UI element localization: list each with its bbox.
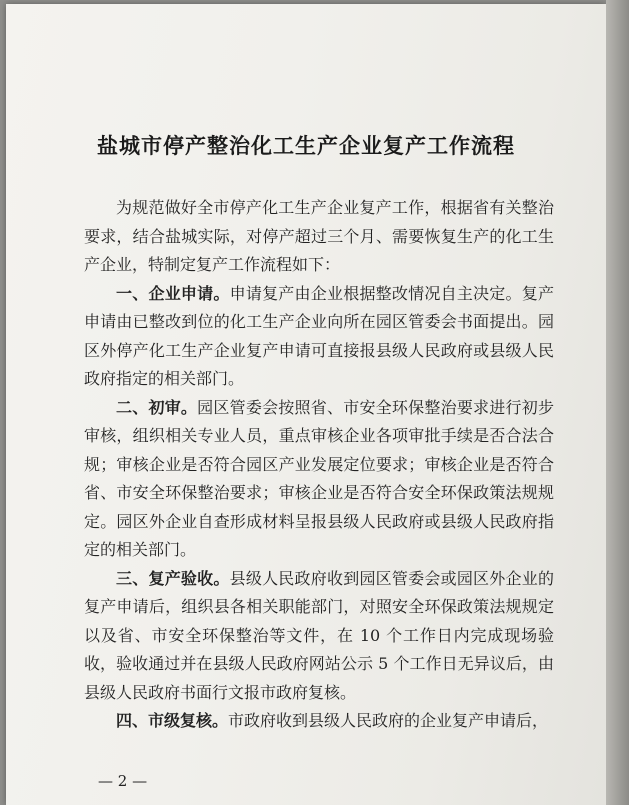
section-4-paragraph bbox=[84, 707, 554, 736]
page-number: — 2 — bbox=[98, 772, 148, 790]
section-4-text: 市政府收到县级人民政府的企业复产申请后， bbox=[228, 711, 549, 730]
section-4-heading: 四、市级复核。 bbox=[116, 711, 229, 730]
section-1-paragraph bbox=[84, 280, 554, 394]
intro-paragraph: 为规范做好全市停产化工生产企业复产工作，根据省有关整治要求，结合盐城实际，对停产超过三个月、需要恢复生产的化工生产企业，特制定复产工作流程如下： bbox=[84, 198, 554, 274]
document-title: 盐城市停产整治化工生产企业复产工作流程 bbox=[97, 133, 515, 158]
section-1-heading: 一、企业申请。 bbox=[116, 283, 230, 303]
section-2-text: 园区管委会按照省、市安全环保整治要求进行初步审核，组织相关专业人员，重点审核企业各项审批手续是否合法合规；审核企业是否符合园区产业发展定位要求；审核企业是否符合省、市安全环保整治要求；审核企业是否符合安全环保政策法规规定。园区外企业自查形成材料呈报县级人民政府或县级人民政府指定的相关部门。 bbox=[84, 397, 554, 559]
section-3-paragraph bbox=[84, 565, 554, 708]
section-3-heading: 三、复产验收。 bbox=[116, 568, 230, 588]
section-2-paragraph bbox=[84, 394, 554, 565]
page-edge-shadow bbox=[606, 0, 629, 805]
document-body bbox=[84, 194, 554, 736]
section-2-heading: 二、初审。 bbox=[116, 397, 198, 417]
document-page bbox=[6, 4, 606, 805]
section-1-text: 申请复产由企业根据整改情况自主决定。复产申请由已整改到位的化工生产企业向所在园区管委会书面提出。园区外停产化工生产企业复产申请可直接报县级人民政府或县级人民政府指定的相关部门。 bbox=[84, 283, 554, 388]
section-3-text: 县级人民政府收到园区管委会或园区外企业的复产申请后，组织县各相关职能部门，对照安全环保政策法规规定以及省、市安全环保整治等文件，在 10 个工作日内完成现场验收，验收通过并在县级人民政府网站公示 5 个工作日无异议后，由县级人民政府书面行文报市政府复核。 bbox=[84, 568, 554, 702]
